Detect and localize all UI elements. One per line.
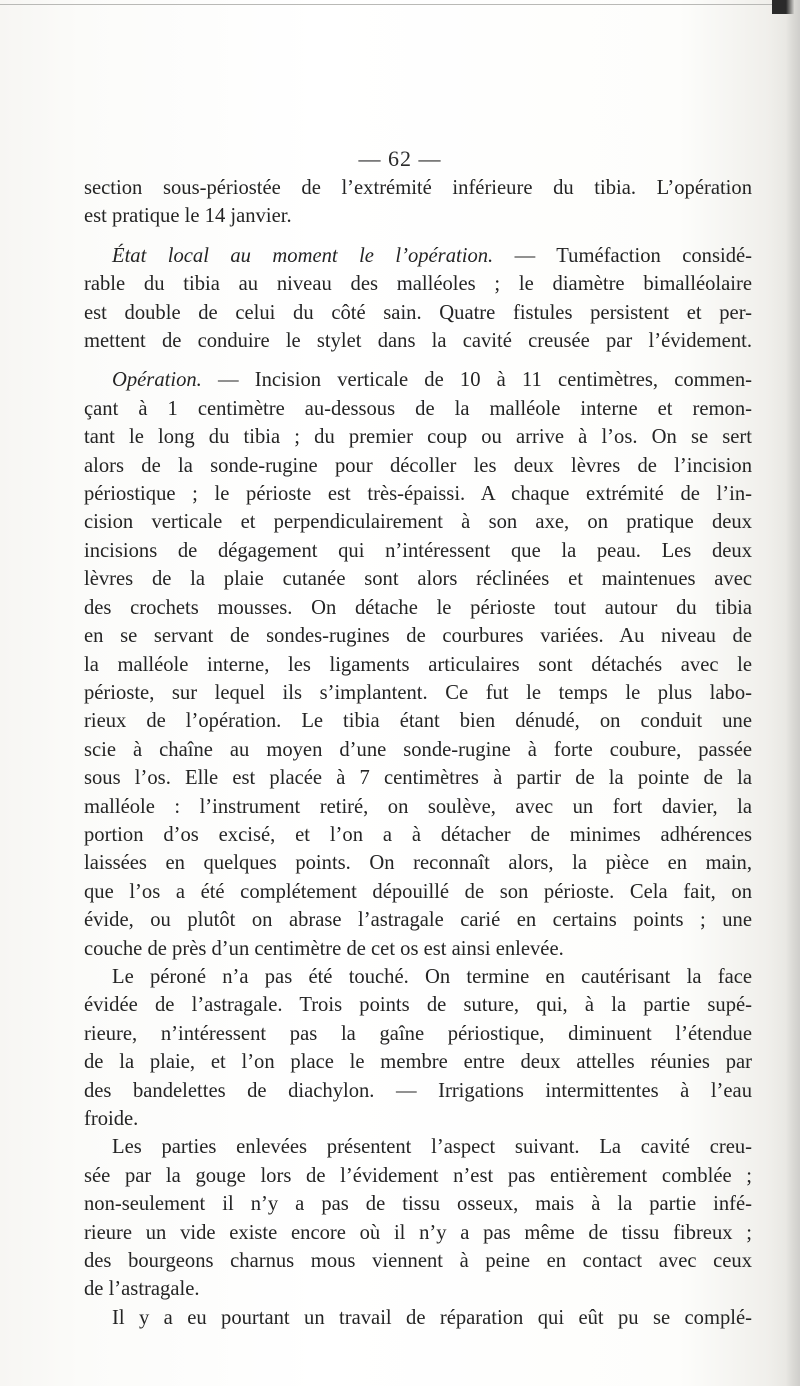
text-line: couche de près d’un centimètre de cet os est ainsi enlevée. bbox=[84, 937, 564, 960]
text-line: mettent de conduire le stylet dans la cavité creusée par l’évidement. bbox=[84, 330, 752, 353]
section-label: État local au moment le l’opération. bbox=[112, 244, 494, 267]
paragraph-etat-local bbox=[84, 242, 752, 356]
text-line: sée par la gouge lors de l’évidement n’est pas entièrement comblée ; bbox=[84, 1164, 752, 1187]
text-line: Les parties enlevées présentent l’aspect suivant. La cavité creu- bbox=[112, 1136, 752, 1159]
text-line: est double de celui du côté sain. Quatre fistules persistent et per- bbox=[84, 301, 752, 324]
text-line: çant à 1 centimètre au-dessous de la malléole interne et remon- bbox=[84, 397, 752, 420]
text-line: lèvres de la plaie cutanée sont alors réclinées et maintenues avec bbox=[84, 568, 752, 591]
text-segment: — Incision verticale de 10 à 11 centimètres, commen- bbox=[201, 369, 752, 392]
text-line: de la plaie, et l’on place le membre entre deux attelles réunies par bbox=[84, 1051, 752, 1074]
text-line: Le péroné n’a pas été touché. On termine en cautérisant la face bbox=[112, 965, 752, 988]
text-line: est pratique le 14 janvier. bbox=[84, 205, 292, 228]
text-line: laissées en quelques points. On reconnaît alors, la pièce en main, bbox=[84, 852, 752, 875]
text-line: sous l’os. Elle est placée à 7 centimètres à partir de la pointe de la bbox=[84, 767, 752, 790]
text-line: rieux de l’opération. Le tibia étant bien dénudé, on conduit une bbox=[84, 710, 752, 733]
text-line: incisions de dégagement qui n’intéressent que la peau. Les deux bbox=[84, 539, 752, 562]
text-line: froide. bbox=[84, 1108, 139, 1130]
text-line: que l’os a été complétement dépouillé de son périoste. Cela fait, on bbox=[84, 880, 752, 903]
text-line: évidée de l’astragale. Trois points de suture, qui, à la partie supé- bbox=[84, 994, 752, 1017]
text-line: périostique ; le périoste est très-épaissi. A chaque extrémité de l’in- bbox=[84, 483, 752, 506]
body-text bbox=[84, 174, 752, 1332]
top-rule bbox=[0, 4, 780, 5]
paragraph-parties-enlevees bbox=[84, 1133, 752, 1303]
paragraph-perone bbox=[84, 963, 752, 1133]
text-line: de l’astragale. bbox=[84, 1278, 200, 1301]
text-line: alors de la sonde-rugine pour décoller les deux lèvres de l’incision bbox=[84, 454, 752, 477]
text-line: section sous-périostée de l’extrémité inférieure du tibia. L’opération bbox=[84, 177, 752, 199]
text-line: scie à chaîne au moyen d’une sonde-rugine à forte coubure, passée bbox=[84, 738, 752, 761]
text-line: évide, ou plutôt on abrase l’astragale carié en certains points ; une bbox=[84, 909, 752, 932]
page-edge-shadow bbox=[786, 0, 800, 1386]
text-line: la malléole interne, les ligaments articulaires sont détachés avec le bbox=[84, 653, 752, 676]
paragraph-reparation bbox=[84, 1304, 752, 1332]
text-line: tant le long du tibia ; du premier coup ou arrive à l’os. On se sert bbox=[84, 426, 752, 449]
text-line: en se servant de sondes-rugines de courbures variées. Au niveau de bbox=[84, 625, 752, 648]
text-line: des crochets mousses. On détache le périoste tout autour du tibia bbox=[84, 596, 752, 619]
text-line: rable du tibia au niveau des malléoles ; le diamètre bimalléolaire bbox=[84, 273, 752, 296]
text-line: périoste, sur lequel ils s’implantent. Ce fut le temps le plus labo- bbox=[84, 681, 752, 704]
text-line bbox=[84, 366, 752, 394]
text-line: portion d’os excisé, et l’on a à détacher de minimes adhérences bbox=[84, 823, 752, 846]
text-line bbox=[84, 242, 752, 270]
text-line: malléole : l’instrument retiré, on soulève, avec un fort davier, la bbox=[84, 795, 752, 818]
text-segment: — Tuméfaction considé- bbox=[493, 244, 752, 267]
page-number: — 62 — bbox=[358, 146, 442, 171]
text-line: cision verticale et perpendiculairement à son axe, on pratique deux bbox=[84, 511, 752, 534]
text-line: Il y a eu pourtant un travail de réparation qui eût pu se complé- bbox=[112, 1306, 752, 1329]
paragraph-1 bbox=[84, 174, 752, 231]
text-line: rieure un vide existe encore où il n’y a pas même de tissu fibreux ; bbox=[84, 1221, 752, 1244]
text-line: des bourgeons charnus mous viennent à peine en contact avec ceux bbox=[84, 1250, 752, 1273]
text-line: des bandelettes de diachylon. — Irrigations intermittentes à l’eau bbox=[84, 1079, 752, 1102]
section-label: Opération. bbox=[112, 369, 202, 392]
paragraph-operation bbox=[84, 366, 752, 963]
text-line: rieure, n’intéressent pas la gaîne périostique, diminuent l’étendue bbox=[84, 1022, 752, 1045]
text-line: non-seulement il n’y a pas de tissu osseux, mais à la partie infé- bbox=[84, 1193, 752, 1216]
